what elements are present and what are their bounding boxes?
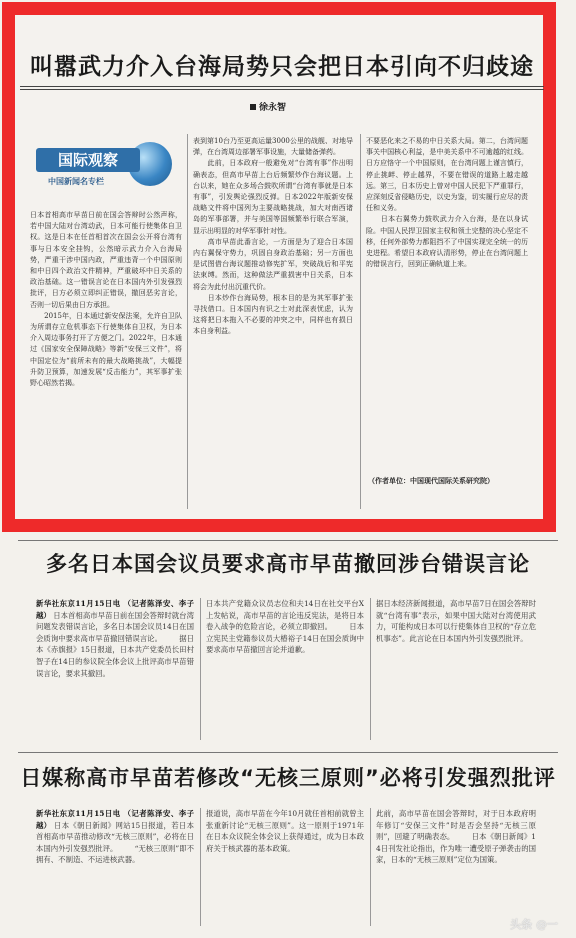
- column-divider: [370, 808, 371, 926]
- column-divider: [200, 598, 201, 740]
- article2-column-2: 日本共产党籍众议员志位和夫14日在社交平台X上发帖说，高市早苗的言论违反宪法，是将日本卷入战争的危险言论，必须立即撤回。 日本立宪民主党籍参议员大椿裕子14日在国会质询中要求高市早苗撤回言论并道歉。: [206, 599, 364, 655]
- article2-dateline: 新华社东京11月15日电: [36, 599, 121, 608]
- article3-dateline: 新华社东京11月15日电: [36, 809, 121, 818]
- article2-reporters: （记者陈泽安、李子越）: [36, 599, 194, 620]
- article1-column-1: 日本首相高市早苗日前在国会答辩时公然声称，若中国大陆对台湾动武，日本可能行使集体自卫权。这是日本在任首相首次在国会公开将台湾有事与日本安全挂钩，公然暗示武力介入台海局势，严重干涉中国内政，严重违背一个中国原则和中日四个政治文件精神，严重破坏中日关系的政治基础。这一错误言论在日本国内外引发强烈批评，日方必须立即纠正错误，撤回恶劣言论，否则一切后果由日方承担。 2015年，日本通过新安保法案，允许自卫队为所谓存立危机事态下行使集体自卫权，为日本介入周边事务打开了方便之门。2022年，日本通过《国家安全保障战略》等新“安保三文件”，将中国定位为“前所未有的最大战略挑战”，大幅提升防卫预算，加速发展“反击能力”，其军事扩张野心昭然若揭。: [30, 211, 182, 388]
- watermark: 头条 @一: [510, 918, 558, 931]
- article3-headline: 日媒称高市早苗若修改“无核三原则”必将引发强烈批评: [20, 766, 556, 790]
- headline-rule: [20, 86, 544, 87]
- article2-column-1-text: 日本首相高市早苗日前在国会答辩时就台湾问题发表错误言论，多名日本国会议员14日在国会质询中要求高市早苗撤回错误言论。 据日本《赤旗报》15日报道，日本共产党委员长田村智子在14日的参议院全体会议上批评高市早苗错误言论，要求其撤回。: [36, 610, 194, 678]
- article1-author: 徐永智: [250, 100, 286, 113]
- column-divider: [370, 598, 371, 740]
- article3-column-3: 此前，高市早苗在国会答辩时，对于日本政府明年修订“安保三文件”时是否会坚持“无核三原则”，回避了明确表态。 日本《朝日新闻》14日刊发社论指出，作为唯一遭受原子弹袭击的国家，日本的“无核三原则”定位为国策。: [376, 809, 536, 865]
- column-divider: [200, 808, 201, 926]
- article3-reporters: （记者陈泽安、李子越）: [36, 809, 194, 830]
- article3-column-1-text: 日本《朝日新闻》网站15日报道，若日本首相高市早苗推动修改“无核三原则”，必将在日本国内外引发强烈批评。 “无核三原则”即不拥有、不制造、不运进核武器。: [36, 820, 194, 865]
- column-logo-name: 国际观察: [36, 148, 140, 172]
- article2-column-3: 据日本经济新闻报道，高市早苗7日在国会答辩时就“台湾有事”表示，如果中国大陆对台湾使用武力，可能构成日本可以行使集体自卫权的“存立危机事态”。此言论在日本国内外引发强烈批评。: [376, 599, 536, 643]
- author-affiliation: （作者单位：中国现代国际关系研究院）: [368, 476, 494, 485]
- section-rule: [18, 540, 558, 541]
- column-divider: [360, 134, 361, 509]
- headline-rule-2: [20, 89, 544, 90]
- article1-headline: 叫嚣武力介入台海局势只会把日本引向不归歧途: [30, 54, 534, 80]
- article3-column-2: 报道说，高市早苗在今年10月就任首相前就曾主张重新讨论“无核三原则”。这一原则于1971年在日本众议院全体会议上获得通过，成为日本政府关于核武器的基本政策。: [206, 809, 364, 853]
- column-divider: [187, 134, 188, 509]
- article2-column-1: [36, 598, 194, 748]
- article3-column-1: [36, 808, 194, 928]
- column-logo-sub: 中国新闻名专栏: [48, 177, 104, 186]
- article1-column-2: 表到第10台乃至更高运量3000公里的战舰、对地导弹，在台湾周边部署军事设施，大量储备弹药。 此前，日本政府一般避免对“台湾有事”作出明确表态，但高市早苗上台后频繁炒作台海议题。上台以来，她在众多场合鼓吹所谓“台湾有事就是日本有事”，引发舆论强烈反弹。日本2022年版新安保战略文件将中国列为主要战略挑战，加大对南西诸岛的军事部署，并与美国等国频繁举行联合军演，显示出明显的对华军事针对性。 高市早苗此番言论，一方面是为了迎合日本国内右翼保守势力，巩固自身政治基础；另一方面也是试图借台海议题推动修宪扩军，突破战后和平宪法束缚。然而，这种做法严重损害中日关系，日本将会为此付出沉重代价。 日本炒作台海局势，根本目的是为其军事扩张寻找借口。日本国内有识之士对此深表忧虑，认为这将把日本拖入不必要的冲突之中，同样也有损日本自身利益。: [193, 137, 353, 336]
- article1-column-3: 不要恶化来之不易的中日关系大局。第二，台湾问题事关中国核心利益，是中美关系中不可逾越的红线。日方应恪守一个中国原则，在台湾问题上谨言慎行，停止挑衅、停止越界，不要在错误的道路上越走越远。第三，日本历史上曾对中国人民犯下严重罪行，应深刻反省侵略历史，以史为鉴，切实履行应尽的责任和义务。 日本右翼势力鼓吹武力介入台海，是在以身试险。中国人民捍卫国家主权和领土完整的决心坚定不移，任何外部势力都阻挡不了中国实现完全统一的历史进程。希望日本政府认清形势，停止在台湾问题上的错误言行，回到正确轨道上来。: [366, 137, 528, 269]
- article2-headline: 多名日本国会议员要求高市早苗撤回涉台错误言论: [46, 552, 530, 576]
- section-rule: [18, 752, 558, 753]
- column-logo: [30, 142, 180, 196]
